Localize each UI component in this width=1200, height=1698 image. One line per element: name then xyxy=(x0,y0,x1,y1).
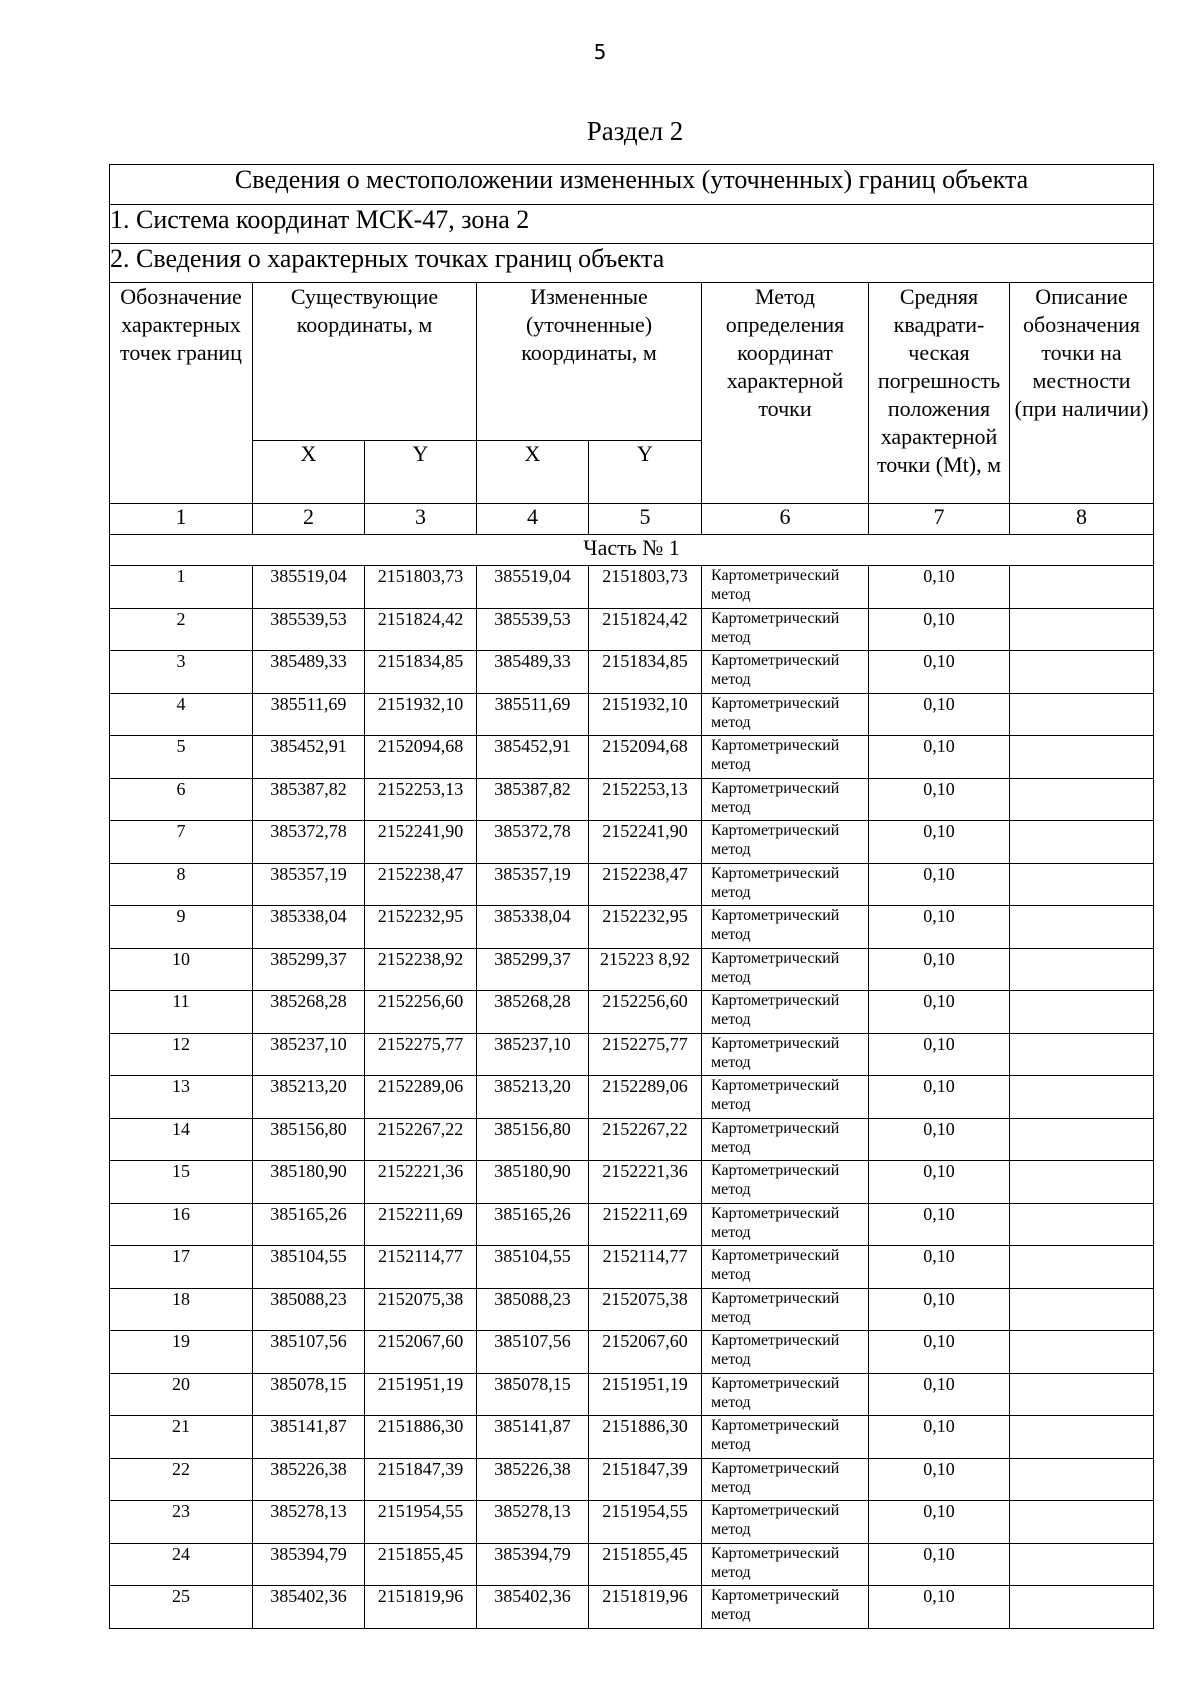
table-row xyxy=(110,821,1154,864)
existing-y-cell: 2152241,90 xyxy=(365,821,477,864)
mean-error-cell: 0,10 xyxy=(869,1033,1010,1076)
method-cell: Картометрический метод xyxy=(702,948,869,991)
existing-y-cell: 2152238,92 xyxy=(365,948,477,991)
point-description-cell xyxy=(1010,1246,1154,1289)
part-label: Часть № 1 xyxy=(110,535,1154,566)
table-row xyxy=(110,1161,1154,1204)
table-row xyxy=(110,1331,1154,1374)
mean-error-cell: 0,10 xyxy=(869,863,1010,906)
method-cell: Картометрический метод xyxy=(702,1586,869,1629)
point-number-cell: 3 xyxy=(110,651,253,694)
method-cell: Картометрический метод xyxy=(702,1203,869,1246)
header-existing-y: Y xyxy=(365,441,477,504)
existing-x-cell: 385088,23 xyxy=(253,1288,365,1331)
changed-y-cell: 2151824,42 xyxy=(589,608,702,651)
column-number: 3 xyxy=(365,504,477,535)
table-row xyxy=(110,1373,1154,1416)
point-description-cell xyxy=(1010,1586,1154,1629)
changed-x-cell: 385156,80 xyxy=(477,1118,589,1161)
section-title: Раздел 2 xyxy=(586,116,684,146)
mean-error-cell: 0,10 xyxy=(869,1246,1010,1289)
changed-x-cell: 385237,10 xyxy=(477,1033,589,1076)
changed-x-cell: 385226,38 xyxy=(477,1458,589,1501)
method-cell: Картометрический метод xyxy=(702,991,869,1034)
point-description-cell xyxy=(1010,1543,1154,1586)
method-cell: Картометрический метод xyxy=(702,1118,869,1161)
point-description-cell xyxy=(1010,1416,1154,1459)
point-number-cell: 8 xyxy=(110,863,253,906)
table-row xyxy=(110,948,1154,991)
mean-error-cell: 0,10 xyxy=(869,1501,1010,1544)
changed-x-cell: 385088,23 xyxy=(477,1288,589,1331)
column-number: 6 xyxy=(702,504,869,535)
page-number: 5 xyxy=(593,40,607,64)
changed-y-cell: 2151855,45 xyxy=(589,1543,702,1586)
point-number-cell: 24 xyxy=(110,1543,253,1586)
changed-x-cell: 385107,56 xyxy=(477,1331,589,1374)
method-cell: Картометрический метод xyxy=(702,693,869,736)
point-description-cell xyxy=(1010,1118,1154,1161)
changed-y-cell: 2151847,39 xyxy=(589,1458,702,1501)
mean-error-cell: 0,10 xyxy=(869,1543,1010,1586)
points-heading: 2. Сведения о характерных точках границ объекта xyxy=(110,244,1154,283)
existing-y-cell: 2151824,42 xyxy=(365,608,477,651)
point-description-cell xyxy=(1010,1033,1154,1076)
point-number-cell: 15 xyxy=(110,1161,253,1204)
existing-x-cell: 385452,91 xyxy=(253,736,365,779)
changed-x-cell: 385338,04 xyxy=(477,906,589,949)
column-number: 5 xyxy=(589,504,702,535)
mean-error-cell: 0,10 xyxy=(869,693,1010,736)
point-description-cell xyxy=(1010,1161,1154,1204)
table-row xyxy=(110,1586,1154,1629)
changed-y-cell: 2152275,77 xyxy=(589,1033,702,1076)
existing-y-cell: 2152075,38 xyxy=(365,1288,477,1331)
table-row xyxy=(110,1246,1154,1289)
table-row xyxy=(110,1203,1154,1246)
method-cell: Картометрический метод xyxy=(702,1543,869,1586)
table-row xyxy=(110,566,1154,609)
table-row xyxy=(110,1543,1154,1586)
existing-y-cell: 2151803,73 xyxy=(365,566,477,609)
changed-y-cell: 2151954,55 xyxy=(589,1501,702,1544)
existing-y-cell: 2152256,60 xyxy=(365,991,477,1034)
existing-y-cell: 2152067,60 xyxy=(365,1331,477,1374)
existing-x-cell: 385387,82 xyxy=(253,778,365,821)
method-cell: Картометрический метод xyxy=(702,608,869,651)
table-row xyxy=(110,651,1154,694)
existing-x-cell: 385539,53 xyxy=(253,608,365,651)
mean-error-cell: 0,10 xyxy=(869,1586,1010,1629)
existing-x-cell: 385180,90 xyxy=(253,1161,365,1204)
changed-x-cell: 385511,69 xyxy=(477,693,589,736)
table-row xyxy=(110,906,1154,949)
changed-y-cell: 2152289,06 xyxy=(589,1076,702,1119)
mean-error-cell: 0,10 xyxy=(869,821,1010,864)
changed-y-cell: 2152221,36 xyxy=(589,1161,702,1204)
changed-y-cell: 215223 8,92 xyxy=(589,948,702,991)
table-row xyxy=(110,863,1154,906)
existing-x-cell: 385299,37 xyxy=(253,948,365,991)
existing-x-cell: 385107,56 xyxy=(253,1331,365,1374)
header-point-description: Описание обозначения точки на местности (при наличии) xyxy=(1010,283,1154,504)
changed-x-cell: 385141,87 xyxy=(477,1416,589,1459)
changed-x-cell: 385452,91 xyxy=(477,736,589,779)
table-row xyxy=(110,608,1154,651)
method-cell: Картометрический метод xyxy=(702,778,869,821)
mean-error-cell: 0,10 xyxy=(869,651,1010,694)
method-cell: Картометрический метод xyxy=(702,1416,869,1459)
boundary-points-table xyxy=(109,164,1154,1629)
table-row xyxy=(110,1501,1154,1544)
point-description-cell xyxy=(1010,736,1154,779)
method-cell: Картометрический метод xyxy=(702,1501,869,1544)
table-row xyxy=(110,778,1154,821)
existing-y-cell: 2152211,69 xyxy=(365,1203,477,1246)
changed-y-cell: 2152067,60 xyxy=(589,1331,702,1374)
mean-error-cell: 0,10 xyxy=(869,1076,1010,1119)
changed-x-cell: 385165,26 xyxy=(477,1203,589,1246)
method-cell: Картометрический метод xyxy=(702,1161,869,1204)
changed-y-cell: 2151834,85 xyxy=(589,651,702,694)
mean-error-cell: 0,10 xyxy=(869,991,1010,1034)
changed-x-cell: 385402,36 xyxy=(477,1586,589,1629)
existing-y-cell: 2152253,13 xyxy=(365,778,477,821)
point-description-cell xyxy=(1010,906,1154,949)
header-mean-error: Средняя квадрати-ческая погрешность положения характерной точки (Mt), м xyxy=(869,283,1010,504)
table-row xyxy=(110,1288,1154,1331)
point-number-cell: 4 xyxy=(110,693,253,736)
point-number-cell: 14 xyxy=(110,1118,253,1161)
point-number-cell: 5 xyxy=(110,736,253,779)
point-description-cell xyxy=(1010,821,1154,864)
existing-y-cell: 2151932,10 xyxy=(365,693,477,736)
existing-x-cell: 385372,78 xyxy=(253,821,365,864)
existing-y-cell: 2151834,85 xyxy=(365,651,477,694)
mean-error-cell: 0,10 xyxy=(869,608,1010,651)
header-point-designation: Обозначение характерных точек границ xyxy=(110,283,253,504)
method-cell: Картометрический метод xyxy=(702,906,869,949)
mean-error-cell: 0,10 xyxy=(869,1161,1010,1204)
changed-y-cell: 2151819,96 xyxy=(589,1586,702,1629)
point-number-cell: 1 xyxy=(110,566,253,609)
column-number: 8 xyxy=(1010,504,1154,535)
point-description-cell xyxy=(1010,608,1154,651)
method-cell: Картометрический метод xyxy=(702,1246,869,1289)
method-cell: Картометрический метод xyxy=(702,1331,869,1374)
point-description-cell xyxy=(1010,566,1154,609)
point-description-cell xyxy=(1010,863,1154,906)
point-description-cell xyxy=(1010,1373,1154,1416)
table-row xyxy=(110,1033,1154,1076)
method-cell: Картометрический метод xyxy=(702,1458,869,1501)
point-description-cell xyxy=(1010,1458,1154,1501)
changed-x-cell: 385299,37 xyxy=(477,948,589,991)
changed-x-cell: 385394,79 xyxy=(477,1543,589,1586)
changed-y-cell: 2151932,10 xyxy=(589,693,702,736)
method-cell: Картометрический метод xyxy=(702,1033,869,1076)
changed-y-cell: 2152238,47 xyxy=(589,863,702,906)
changed-y-cell: 2152253,13 xyxy=(589,778,702,821)
point-number-cell: 16 xyxy=(110,1203,253,1246)
mean-error-cell: 0,10 xyxy=(869,1373,1010,1416)
existing-x-cell: 385519,04 xyxy=(253,566,365,609)
header-existing-coordinates: Существующие координаты, м xyxy=(253,283,477,441)
method-cell: Картометрический метод xyxy=(702,1288,869,1331)
existing-x-cell: 385213,20 xyxy=(253,1076,365,1119)
existing-x-cell: 385394,79 xyxy=(253,1543,365,1586)
point-description-cell xyxy=(1010,1076,1154,1119)
existing-y-cell: 2152275,77 xyxy=(365,1033,477,1076)
table-title: Сведения о местоположении измененных (уточненных) границ объекта xyxy=(110,165,1154,205)
point-number-cell: 21 xyxy=(110,1416,253,1459)
coordinate-system: 1. Система координат МСК-47, зона 2 xyxy=(110,205,1154,244)
existing-y-cell: 2151951,19 xyxy=(365,1373,477,1416)
column-number: 2 xyxy=(253,504,365,535)
column-number: 1 xyxy=(110,504,253,535)
existing-x-cell: 385489,33 xyxy=(253,651,365,694)
existing-x-cell: 385104,55 xyxy=(253,1246,365,1289)
changed-y-cell: 2151951,19 xyxy=(589,1373,702,1416)
changed-x-cell: 385387,82 xyxy=(477,778,589,821)
point-number-cell: 9 xyxy=(110,906,253,949)
mean-error-cell: 0,10 xyxy=(869,1331,1010,1374)
point-number-cell: 22 xyxy=(110,1458,253,1501)
column-number: 7 xyxy=(869,504,1010,535)
existing-y-cell: 2151855,45 xyxy=(365,1543,477,1586)
changed-y-cell: 2151803,73 xyxy=(589,566,702,609)
existing-y-cell: 2151886,30 xyxy=(365,1416,477,1459)
method-cell: Картометрический метод xyxy=(702,651,869,694)
table-row xyxy=(110,693,1154,736)
point-number-cell: 11 xyxy=(110,991,253,1034)
changed-x-cell: 385078,15 xyxy=(477,1373,589,1416)
method-cell: Картометрический метод xyxy=(702,736,869,779)
changed-y-cell: 2152075,38 xyxy=(589,1288,702,1331)
changed-y-cell: 2152211,69 xyxy=(589,1203,702,1246)
changed-y-cell: 2152114,77 xyxy=(589,1246,702,1289)
column-number: 4 xyxy=(477,504,589,535)
mean-error-cell: 0,10 xyxy=(869,736,1010,779)
existing-x-cell: 385078,15 xyxy=(253,1373,365,1416)
existing-x-cell: 385357,19 xyxy=(253,863,365,906)
point-number-cell: 7 xyxy=(110,821,253,864)
point-number-cell: 19 xyxy=(110,1331,253,1374)
point-number-cell: 6 xyxy=(110,778,253,821)
table-row xyxy=(110,1416,1154,1459)
method-cell: Картометрический метод xyxy=(702,566,869,609)
mean-error-cell: 0,10 xyxy=(869,906,1010,949)
point-description-cell xyxy=(1010,1331,1154,1374)
existing-x-cell: 385237,10 xyxy=(253,1033,365,1076)
existing-x-cell: 385226,38 xyxy=(253,1458,365,1501)
existing-y-cell: 2152094,68 xyxy=(365,736,477,779)
existing-x-cell: 385156,80 xyxy=(253,1118,365,1161)
header-changed-coordinates: Измененные (уточненные) координаты, м xyxy=(477,283,702,441)
existing-x-cell: 385402,36 xyxy=(253,1586,365,1629)
changed-x-cell: 385539,53 xyxy=(477,608,589,651)
point-description-cell xyxy=(1010,948,1154,991)
method-cell: Картометрический метод xyxy=(702,1373,869,1416)
column-number-row xyxy=(110,504,1154,535)
existing-x-cell: 385278,13 xyxy=(253,1501,365,1544)
point-description-cell xyxy=(1010,778,1154,821)
existing-x-cell: 385268,28 xyxy=(253,991,365,1034)
existing-x-cell: 385511,69 xyxy=(253,693,365,736)
point-description-cell xyxy=(1010,1288,1154,1331)
existing-y-cell: 2152221,36 xyxy=(365,1161,477,1204)
existing-y-cell: 2151954,55 xyxy=(365,1501,477,1544)
point-number-cell: 12 xyxy=(110,1033,253,1076)
changed-x-cell: 385372,78 xyxy=(477,821,589,864)
changed-y-cell: 2152094,68 xyxy=(589,736,702,779)
method-cell: Картометрический метод xyxy=(702,821,869,864)
existing-y-cell: 2152289,06 xyxy=(365,1076,477,1119)
point-number-cell: 2 xyxy=(110,608,253,651)
changed-x-cell: 385104,55 xyxy=(477,1246,589,1289)
changed-y-cell: 2152256,60 xyxy=(589,991,702,1034)
header-existing-x: X xyxy=(253,441,365,504)
point-number-cell: 17 xyxy=(110,1246,253,1289)
changed-x-cell: 385268,28 xyxy=(477,991,589,1034)
changed-x-cell: 385278,13 xyxy=(477,1501,589,1544)
point-description-cell xyxy=(1010,1203,1154,1246)
point-number-cell: 20 xyxy=(110,1373,253,1416)
mean-error-cell: 0,10 xyxy=(869,948,1010,991)
existing-y-cell: 2151819,96 xyxy=(365,1586,477,1629)
point-description-cell xyxy=(1010,1501,1154,1544)
existing-y-cell: 2151847,39 xyxy=(365,1458,477,1501)
point-number-cell: 13 xyxy=(110,1076,253,1119)
existing-x-cell: 385141,87 xyxy=(253,1416,365,1459)
header-changed-y: Y xyxy=(589,441,702,504)
existing-x-cell: 385165,26 xyxy=(253,1203,365,1246)
point-number-cell: 25 xyxy=(110,1586,253,1629)
point-description-cell xyxy=(1010,693,1154,736)
changed-y-cell: 2152241,90 xyxy=(589,821,702,864)
point-number-cell: 23 xyxy=(110,1501,253,1544)
changed-x-cell: 385180,90 xyxy=(477,1161,589,1204)
header-method: Метод определения координат характерной точки xyxy=(702,283,869,504)
existing-y-cell: 2152267,22 xyxy=(365,1118,477,1161)
mean-error-cell: 0,10 xyxy=(869,1118,1010,1161)
changed-y-cell: 2152267,22 xyxy=(589,1118,702,1161)
existing-y-cell: 2152238,47 xyxy=(365,863,477,906)
changed-x-cell: 385519,04 xyxy=(477,566,589,609)
changed-y-cell: 2151886,30 xyxy=(589,1416,702,1459)
table-row xyxy=(110,1076,1154,1119)
mean-error-cell: 0,10 xyxy=(869,1416,1010,1459)
point-number-cell: 10 xyxy=(110,948,253,991)
header-changed-x: X xyxy=(477,441,589,504)
existing-y-cell: 2152232,95 xyxy=(365,906,477,949)
table-row xyxy=(110,1118,1154,1161)
table-row xyxy=(110,991,1154,1034)
table-row xyxy=(110,736,1154,779)
method-cell: Картометрический метод xyxy=(702,1076,869,1119)
point-description-cell xyxy=(1010,991,1154,1034)
existing-x-cell: 385338,04 xyxy=(253,906,365,949)
mean-error-cell: 0,10 xyxy=(869,778,1010,821)
point-description-cell xyxy=(1010,651,1154,694)
table-row xyxy=(110,1458,1154,1501)
mean-error-cell: 0,10 xyxy=(869,1288,1010,1331)
existing-y-cell: 2152114,77 xyxy=(365,1246,477,1289)
mean-error-cell: 0,10 xyxy=(869,1203,1010,1246)
method-cell: Картометрический метод xyxy=(702,863,869,906)
point-number-cell: 18 xyxy=(110,1288,253,1331)
changed-x-cell: 385489,33 xyxy=(477,651,589,694)
changed-x-cell: 385357,19 xyxy=(477,863,589,906)
changed-y-cell: 2152232,95 xyxy=(589,906,702,949)
mean-error-cell: 0,10 xyxy=(869,566,1010,609)
changed-x-cell: 385213,20 xyxy=(477,1076,589,1119)
mean-error-cell: 0,10 xyxy=(869,1458,1010,1501)
